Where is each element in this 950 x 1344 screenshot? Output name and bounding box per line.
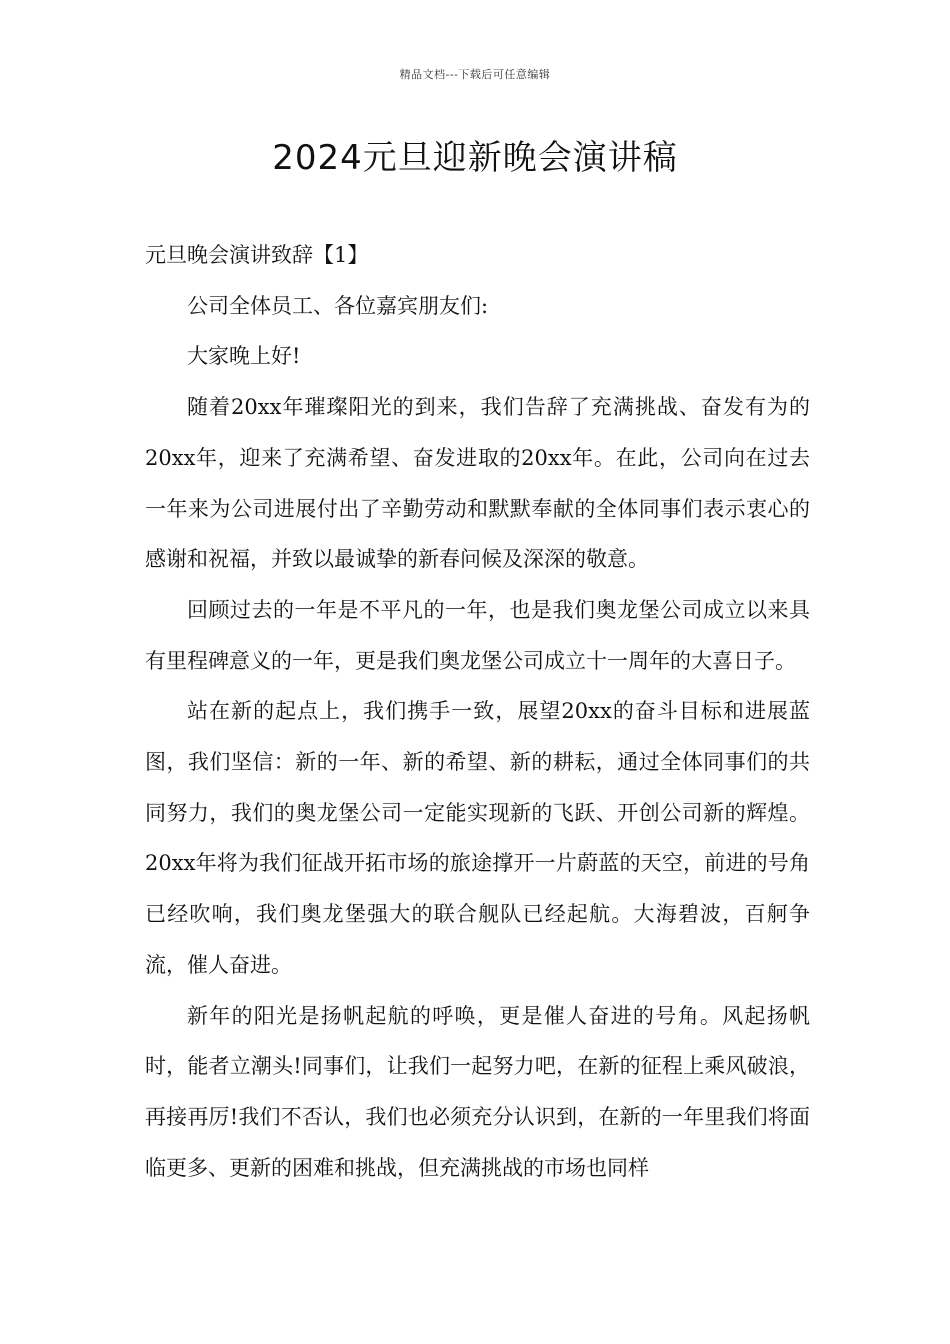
document-body: [145, 230, 810, 1193]
paragraph-greeting-evening: 大家晚上好!: [187, 344, 301, 369]
paragraph-new-year-thanks: 随着20xx年璀璨阳光的到来，我们告辞了充满挑战、奋发有为的20xx年，迎来了充满希望、奋发进取的20xx年。在此，公司向在过去一年来为公司进展付出了辛勤劳动和默默奉献的全体同事们表示衷心的感谢和祝福，并致以最诚挚的新春问候及深深的敬意。: [145, 395, 810, 572]
paragraph-new-year-sunshine: 新年的阳光是扬帆起航的呼唤，更是催人奋进的号角。风起扬帆时，能者立潮头!同事们，让我们一起努力吧，在新的征程上乘风破浪，再接再厉!我们不否认，我们也必须充分认识到，在新的一年里我们将面临更多、更新的困难和挑战，但充满挑战的市场也同样: [145, 1003, 810, 1180]
paragraph-greeting-audience: 公司全体员工、各位嘉宾朋友们:: [187, 293, 489, 318]
document-title: 2024元旦迎新晚会演讲稿: [272, 138, 678, 178]
paragraph-review-year: 回顾过去的一年是不平凡的一年，也是我们奥龙堡公司成立以来具有里程碑意义的一年，更是我们奥龙堡公司成立十一周年的大喜日子。: [145, 597, 810, 673]
paragraph-new-starting-point: 站在新的起点上，我们携手一致，展望20xx的奋斗目标和进展蓝图，我们坚信：新的一年、新的希望、新的耕耘，通过全体同事们的共同努力，我们的奥龙堡公司一定能实现新的飞跃、开创公司新的辉煌。20xx年将为我们征战开拓市场的旅途撑开一片蔚蓝的天空，前进的号角已经吹响，我们奥龙堡强大的联合舰队已经起航。大海碧波，百舸争流，催人奋进。: [145, 699, 810, 977]
section-heading: 元旦晚会演讲致辞【1】: [145, 243, 369, 267]
header-note: 精品文档---下载后可任意编辑: [399, 68, 551, 81]
